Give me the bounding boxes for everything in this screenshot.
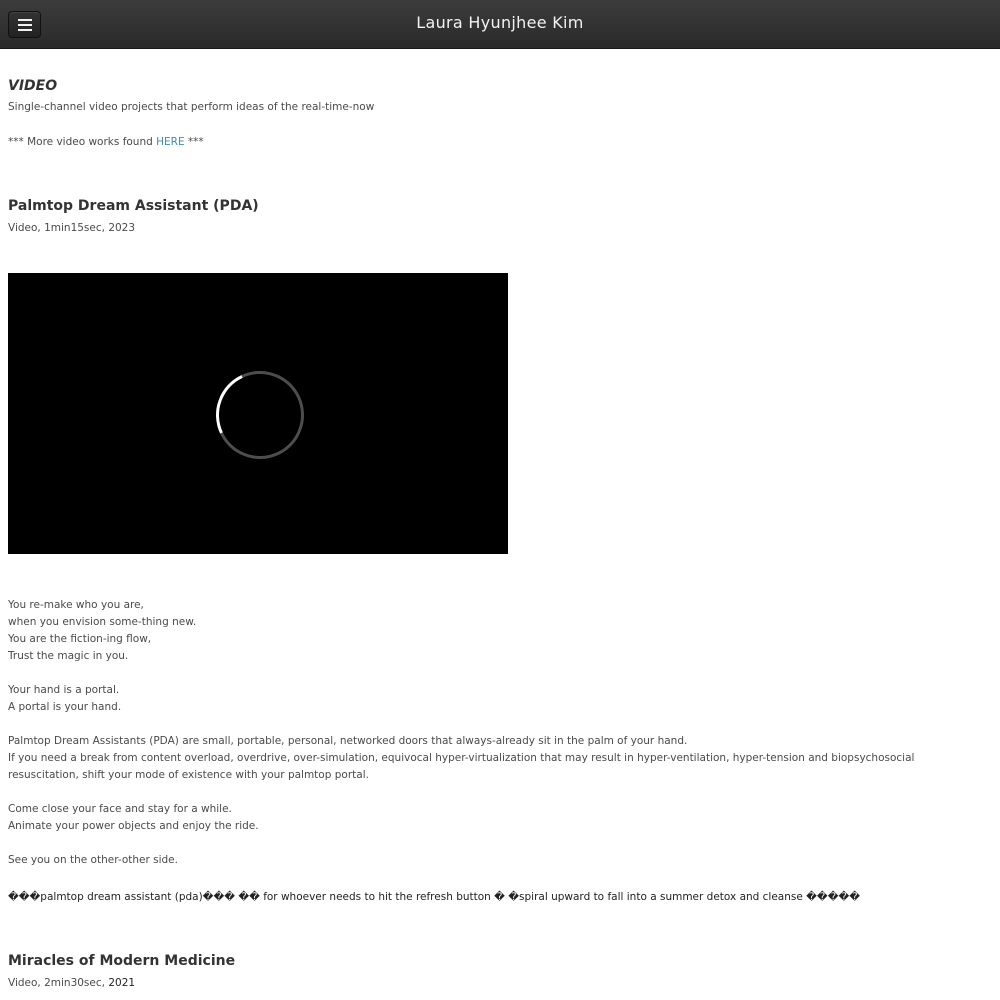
work-meta-text: Video, 2min30sec, (8, 977, 109, 989)
description-line: Trust the magic in you. (8, 650, 129, 662)
more-works-suffix: *** (184, 136, 204, 148)
description-paragraph (8, 682, 988, 716)
work-meta: Video, 1min15sec, 2023 (8, 222, 136, 234)
loading-spinner-icon (204, 359, 317, 472)
site-title[interactable]: Laura Hyunjhee Kim (416, 13, 584, 32)
description-paragraph (8, 852, 988, 869)
section-title: VIDEO (8, 78, 58, 94)
description-paragraph (8, 801, 988, 835)
more-works-line (8, 134, 204, 151)
description-line: If you need a break from content overload, overdrive, over-simulation, equivocal hyper-virtualization that may result in hyper-ventilation, hyper-tension and biopsychosocial resuscitation, shift your mode of existence with your palmtop portal. (8, 752, 915, 781)
work-description (8, 597, 988, 886)
work-meta-year: 2021 (108, 977, 136, 989)
description-paragraph (8, 733, 988, 784)
video-player[interactable] (8, 273, 508, 554)
work-tagline: ���palmtop dream assistant (pda)��� �� for whoever needs to hit the refresh button � �spiral upward to fall into a summer detox and cleanse ����� (8, 891, 860, 903)
description-line: See you on the other-other side. (8, 854, 178, 866)
description-line: Come close your face and stay for a while. (8, 803, 232, 815)
description-line: Palmtop Dream Assistants (PDA) are small, portable, personal, networked doors that always-already sit in the palm of your hand. (8, 735, 688, 747)
more-works-prefix: *** More video works found (8, 136, 157, 148)
section-subtitle: Single-channel video projects that perform ideas of the real-time-now (8, 101, 375, 113)
description-line: when you envision some-thing new. (8, 616, 197, 628)
work-meta (8, 975, 135, 992)
work-title: Palmtop Dream Assistant (PDA) (8, 198, 259, 214)
description-line: Your hand is a portal. (8, 684, 120, 696)
top-navigation-bar (0, 0, 1000, 49)
work-title: Miracles of Modern Medicine (8, 953, 236, 969)
description-line: Animate your power objects and enjoy the ride. (8, 820, 259, 832)
description-paragraph (8, 597, 988, 665)
more-works-link[interactable]: HERE (156, 136, 185, 148)
description-line: A portal is your hand. (8, 701, 122, 713)
description-line: You re-make who you are, (8, 599, 144, 611)
description-line: You are the fiction-ing flow, (8, 633, 152, 645)
